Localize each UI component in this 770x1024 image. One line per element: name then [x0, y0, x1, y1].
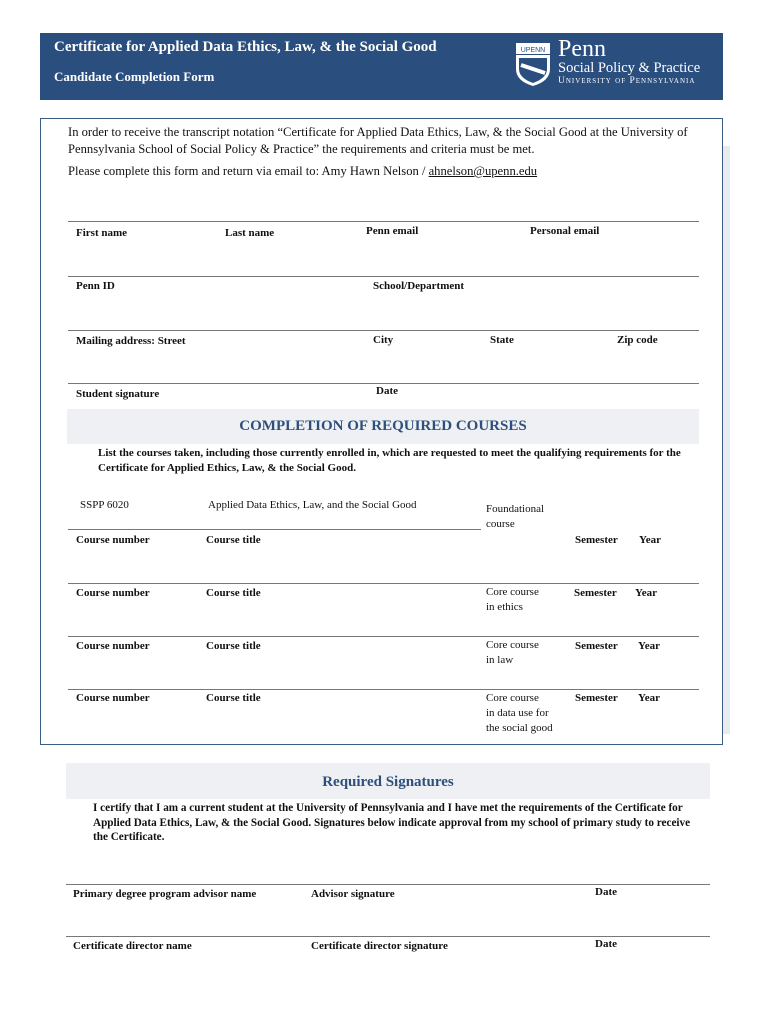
field-line [68, 383, 699, 384]
course-title-label: Course title [206, 534, 261, 546]
field-line [66, 884, 710, 885]
field-line [68, 636, 699, 637]
course-number-field[interactable]: Course number [76, 692, 150, 704]
course-title-field[interactable]: Course title [206, 692, 261, 704]
courses-heading: COMPLETION OF REQUIRED COURSES [239, 418, 527, 434]
course-number-field[interactable]: Course number [76, 587, 150, 599]
logo-penn-wordmark: Penn [558, 36, 606, 62]
signatures-heading: Required Signatures [322, 774, 454, 790]
logo-university-name: University of Pennsylvania [558, 76, 696, 86]
course-number-label: Course number [76, 534, 150, 546]
logo-school-name: Social Policy & Practice [558, 60, 701, 76]
advisor-signature-field[interactable]: Advisor signature [311, 888, 395, 900]
course-title-value: Applied Data Ethics, Law, and the Social Good [208, 499, 417, 511]
semester-field[interactable]: Semester [575, 640, 618, 652]
year-field[interactable]: Year [638, 692, 660, 704]
last-name-field[interactable]: Last name [225, 227, 275, 239]
shield-text: UPENN [520, 47, 546, 54]
courses-section-header [67, 409, 699, 444]
certification-statement: I certify that I am a current student at the University of Pennsylvania and I have met the requirements of the Certificate for Applied Data Ethics, Law, & the Social Good. Signatures below indicate approval from my school of primary study to receive the Certificate. [93, 802, 691, 843]
first-name-field[interactable]: First name [76, 227, 128, 239]
penn-email-field[interactable]: Penn email [366, 225, 419, 237]
field-line [68, 221, 699, 222]
student-signature-field[interactable]: Student signature [76, 388, 160, 400]
course-type-line: in ethics [486, 601, 523, 613]
course-type-line: in data use for [486, 707, 549, 719]
date-field[interactable]: Date [376, 385, 398, 397]
course-type-line: Core course [486, 586, 539, 598]
semester-field[interactable]: Semester [574, 587, 617, 599]
form-title: Certificate for Applied Data Ethics, Law, & the Social Good [54, 39, 437, 55]
director-name-field[interactable]: Certificate director name [73, 940, 192, 952]
advisor-date-field[interactable]: Date [595, 886, 617, 898]
field-line [68, 330, 699, 331]
course-type-line: Core course [486, 639, 539, 651]
course-title-field[interactable]: Course title [206, 640, 261, 652]
course-type-foundational: Foundational course [486, 503, 545, 530]
year-field[interactable]: Year [635, 587, 657, 599]
course-number-value: SSPP 6020 [80, 499, 129, 511]
school-department-field[interactable]: School/Department [373, 280, 465, 292]
course-number-field[interactable]: Course number [76, 640, 150, 652]
year-label: Year [639, 534, 661, 546]
box-shadow [723, 146, 730, 734]
contact-email-link[interactable]: ahnelson@upenn.edu [428, 164, 538, 178]
course-type-line: Core course [486, 692, 539, 704]
course-type-ethics [486, 585, 539, 615]
course-title-field[interactable]: Course title [206, 587, 261, 599]
street-field[interactable]: Mailing address: Street [76, 335, 186, 347]
advisor-name-field[interactable]: Primary degree program advisor name [73, 888, 257, 900]
signatures-section-header [66, 763, 710, 799]
header-banner [40, 33, 723, 100]
director-date-field[interactable]: Date [595, 938, 617, 950]
intro-text: In order to receive the transcript notation “Certificate for Applied Data Ethics, Law, & the Social Good at the University of Pennsylvania School of Social Policy & Practice” the requirements and criteria must be met. [68, 125, 688, 156]
semester-label: Semester [575, 534, 618, 546]
return-text: Please complete this form and return via email to: Amy Hawn Nelson / [68, 164, 429, 178]
director-signature-field[interactable]: Certificate director signature [311, 940, 448, 952]
field-line [66, 936, 710, 937]
course-type-data-use [486, 691, 553, 736]
field-line [68, 529, 481, 530]
field-line [68, 276, 699, 277]
course-type-law [486, 638, 539, 668]
return-instructions [68, 164, 537, 179]
courses-instructions: List the courses taken, including those currently enrolled in, which are requested to meet the qualifying requirements for the Certificate for Applied Ethics, Law, & the Social Good. [98, 447, 681, 474]
zip-code-field[interactable]: Zip code [617, 334, 658, 346]
field-line [68, 583, 699, 584]
field-line [68, 689, 699, 690]
city-field[interactable]: City [373, 334, 394, 346]
state-field[interactable]: State [490, 334, 514, 346]
penn-shield-logo [514, 41, 552, 87]
semester-field[interactable]: Semester [575, 692, 618, 704]
course-type-line: the social good [486, 722, 553, 734]
personal-email-field[interactable]: Personal email [530, 225, 600, 237]
year-field[interactable]: Year [638, 640, 660, 652]
course-type-line: in law [486, 654, 514, 666]
penn-id-field[interactable]: Penn ID [76, 280, 115, 292]
form-subtitle: Candidate Completion Form [54, 69, 215, 84]
